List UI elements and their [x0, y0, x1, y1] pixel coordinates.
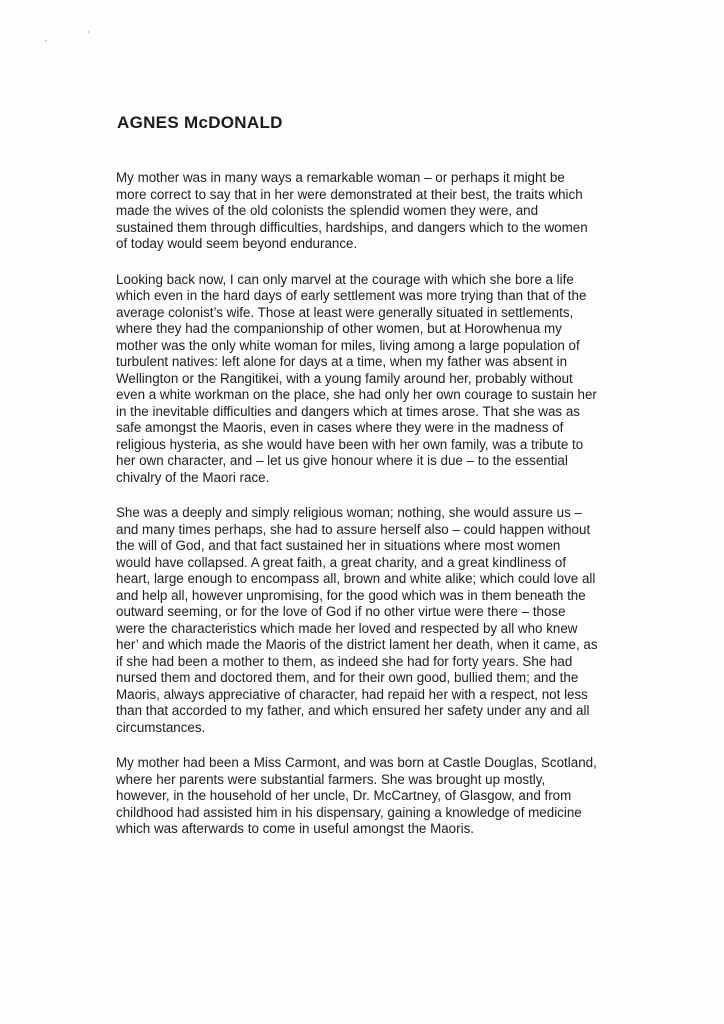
paragraph-3 — [116, 505, 642, 736]
text-line: Looking back now, I can only marvel at the courage with which she bore a life — [116, 271, 574, 287]
text-line: turbulent natives: left alone for days at a time, when my father was absent in — [116, 354, 568, 369]
text-line: and help all, however unpromising, for the good which was in them beneath the — [116, 587, 586, 603]
text-line: her own character, and – let us give honour where it is due – to the essential — [116, 453, 568, 468]
text-line: in the inevitable difficulties and dangers which at times arose. That she was as — [116, 403, 580, 419]
text-line: were the characteristics which made her loved and respected by all who knew — [116, 620, 578, 636]
paragraph-4 — [116, 755, 642, 838]
text-line: My mother had been a Miss Carmont, and was born at Castle Douglas, Scotland, — [116, 755, 597, 770]
text-line: sustained them through difficulties, hardships, and dangers which to the women — [116, 219, 588, 235]
text-line: She was a deeply and simply religious woman; nothing, she would assure us – — [116, 505, 582, 520]
text-line: Wellington or the Rangitikei, with a young family around her, probably without — [116, 370, 573, 386]
paragraph-1 — [116, 170, 642, 253]
text-line: where they had the companionship of other women, but at Horowhenua my — [116, 321, 562, 336]
text-line: safe amongst the Maoris, even in cases where they were in the madness of — [116, 420, 564, 435]
paragraph-2 — [116, 272, 642, 487]
text-line: of today would seem beyond endurance. — [116, 236, 358, 251]
text-line: even a white workman on the place, she had only her own courage to sustain her — [116, 387, 597, 402]
document-title: AGNES McDONALD — [117, 113, 283, 132]
text-line: where her parents were substantial farmers. She was brought up mostly, — [116, 771, 546, 787]
text-line: made the wives of the old colonists the splendid women they were, and — [116, 203, 539, 218]
text-line: would have collapsed. A great faith, a great charity, and a great kindliness of — [116, 554, 567, 570]
text-line: which even in the hard days of early settlement was more trying than that of the — [116, 288, 587, 303]
text-line: mother was the only white woman for miles, living among a large population of — [116, 337, 580, 353]
text-line: which was afterwards to come in useful amongst the Maoris. — [116, 821, 474, 836]
text-line: My mother was in many ways a remarkable woman – or perhaps it might be — [116, 170, 565, 185]
text-line: the will of God, and that fact sustained her in situations where most women — [116, 538, 561, 553]
text-line: if she had been a mother to them, as indeed she had for forty years. She had — [116, 653, 573, 669]
text-line: childhood had assisted him in his dispensary, gaining a knowledge of medicine — [116, 804, 582, 820]
text-line: than that accorded to my father, and which ensured her safety under any and all — [116, 703, 590, 718]
text-line: however, in the household of her uncle, Dr. McCartney, of Glasgow, and from — [116, 788, 572, 803]
text-line: outward seeming, or for the love of God if no other virtue were there – those — [116, 604, 566, 619]
text-line: more correct to say that in her were demonstrated at their best, the traits which — [116, 186, 583, 202]
text-line: heart, large enough to encompass all, brown and white alike; which could love all — [116, 571, 596, 586]
text-line: circumstances. — [116, 719, 206, 735]
text-line: her’ and which made the Maoris of the district lament her death, when it came, as — [116, 637, 598, 652]
text-line: average colonist’s wife. Those at least were generally situated in settlements, — [116, 304, 574, 320]
scan-speck — [88, 31, 89, 33]
scan-speck — [45, 40, 47, 41]
document-body — [116, 170, 642, 857]
text-line: religious hysteria, as she would have been with her own family, was a tribute to — [116, 436, 584, 452]
text-line: nursed them and doctored them, and for their own good, bullied them; and the — [116, 670, 579, 685]
text-line: Maoris, always appreciative of character, had repaid her with a respect, not less — [116, 686, 588, 702]
text-line: and many times perhaps, she had to assure herself also – could happen without — [116, 521, 591, 537]
text-line: chivalry of the Maori race. — [116, 469, 270, 485]
